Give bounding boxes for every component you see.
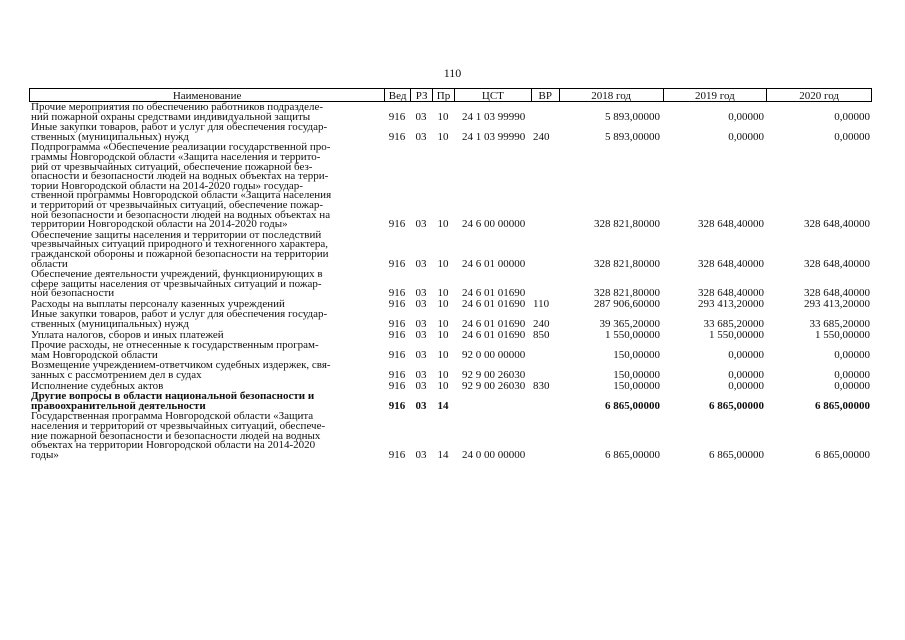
- row-cst: 92 0 00 00000: [462, 348, 526, 361]
- row-2018: 5 893,00000: [605, 110, 660, 123]
- row-2020: 328 648,40000: [804, 287, 870, 300]
- row-2020: 0,00000: [834, 110, 870, 123]
- row-2019: 328 648,40000: [698, 218, 764, 231]
- row-ved: 916: [388, 328, 406, 341]
- row-2018: 328 821,80000: [594, 218, 660, 231]
- row-2019: 328 648,40000: [698, 287, 764, 300]
- row-2020: 6 865,00000: [815, 448, 870, 461]
- row-pr: 10: [437, 369, 449, 382]
- row-vr: 240: [533, 318, 550, 331]
- row-2020: 6 865,00000: [815, 399, 870, 412]
- row-2019: 0,00000: [728, 369, 764, 382]
- table-row: [29, 341, 872, 360]
- row-pr: 10: [437, 379, 449, 392]
- row-cst: 24 1 03 99990: [462, 130, 526, 143]
- budget-table: [29, 88, 872, 460]
- row-name: Обеспечение деятельности учреждений, функционирующих в сфере защиты населения от чрезвычайных ситуаций и пожар- ной безопасности: [31, 268, 323, 300]
- row-vr: 850: [533, 328, 550, 341]
- row-rz: 03: [415, 369, 427, 382]
- row-rz: 03: [415, 287, 427, 300]
- row-2018: 150,00000: [613, 369, 660, 382]
- row-pr: 10: [437, 328, 449, 341]
- row-cst: 92 9 00 26030: [462, 369, 526, 382]
- row-2018: 1 550,00000: [605, 328, 660, 341]
- header-cst: ЦСТ: [454, 89, 531, 101]
- table-body: [29, 103, 872, 460]
- row-rz: 03: [415, 399, 427, 412]
- row-rz: 03: [415, 348, 427, 361]
- table-row: [29, 228, 872, 270]
- table-row: [29, 361, 872, 380]
- row-2018: 287 906,60000: [594, 297, 660, 310]
- row-rz: 03: [415, 110, 427, 123]
- header-2019: 2019 год: [663, 89, 767, 101]
- row-rz: 03: [415, 379, 427, 392]
- row-ved: 916: [388, 318, 406, 331]
- row-2020: 1 550,00000: [815, 328, 870, 341]
- row-ved: 916: [388, 110, 406, 123]
- row-rz: 03: [415, 297, 427, 310]
- row-cst: 24 6 01 01690: [462, 328, 526, 341]
- row-pr: 10: [437, 110, 449, 123]
- row-name: Иные закупки товаров, работ и услуг для обеспечения государ- ственных (муниципальных) нужд: [31, 121, 328, 143]
- row-ved: 916: [388, 218, 406, 231]
- header-rz: РЗ: [410, 89, 432, 101]
- row-2018: 328 821,80000: [594, 257, 660, 270]
- row-pr: 14: [437, 399, 449, 412]
- row-name: Прочие мероприятия по обеспечению работников подразделе- ний пожарной охраны средствами индивидуальной защиты: [31, 101, 324, 123]
- row-2019: 0,00000: [728, 110, 764, 123]
- table-row: [29, 123, 872, 142]
- table-row: [29, 270, 872, 299]
- row-pr: 10: [437, 218, 449, 231]
- row-ved: 916: [388, 130, 406, 143]
- row-2018: 6 865,00000: [605, 399, 660, 412]
- row-2019: 293 413,20000: [698, 297, 764, 310]
- row-cst: 24 6 01 01690: [462, 297, 526, 310]
- row-pr: 10: [437, 348, 449, 361]
- row-2020: 293 413,20000: [804, 297, 870, 310]
- row-2020: 0,00000: [834, 369, 870, 382]
- row-2019: 1 550,00000: [709, 328, 764, 341]
- row-ved: 916: [388, 348, 406, 361]
- row-cst: 24 1 03 99990: [462, 110, 526, 123]
- row-rz: 03: [415, 448, 427, 461]
- row-2018: 150,00000: [613, 379, 660, 392]
- row-ved: 916: [388, 379, 406, 392]
- row-vr: 110: [533, 297, 550, 310]
- page-number: 110: [443, 66, 462, 80]
- table-row: [29, 143, 872, 229]
- row-name: Обеспечение защиты населения и территории от последствий чрезвычайных ситуаций природного и техногенного характера, гражданской обороны и пожарной безопасности на территории области: [31, 228, 329, 270]
- row-pr: 10: [437, 318, 449, 331]
- row-ved: 916: [388, 399, 406, 412]
- row-name: Государственная программа Новгородской области «Защита населения и территорий от чрезвычайных ситуаций, обеспече- ние пожарной безопасности и безопасности людей на водных объектах на территории Новгородской области на 2014-2020 годы»: [31, 410, 326, 461]
- row-ved: 916: [388, 448, 406, 461]
- row-name: Исполнение судебных актов: [31, 379, 164, 392]
- row-pr: 10: [437, 130, 449, 143]
- row-2018: 39 365,20000: [599, 318, 660, 331]
- table-header: [29, 88, 872, 102]
- row-ved: 916: [388, 369, 406, 382]
- table-row: [29, 310, 872, 329]
- row-name: Расходы на выплаты персоналу казенных учреждений: [31, 297, 285, 310]
- row-2019: 0,00000: [728, 130, 764, 143]
- header-vr: ВР: [531, 89, 559, 101]
- row-2018: 150,00000: [613, 348, 660, 361]
- header-2020: 2020 год: [766, 89, 871, 101]
- header-pr: Пр: [432, 89, 454, 101]
- row-name: Возмещение учреждением-ответчиком судебных издержек, свя- занных с рассмотрением дел в судах: [31, 359, 331, 382]
- header-ved: Вед: [384, 89, 410, 101]
- row-name: Подпрограмма «Обеспечение реализации государственной про- граммы Новгородской области «Защита населения и террито- рий от чрезвычайных ситуаций, обеспечение пожарной без- опасности и безопасности людей на водных объектах на терри- тории Новгородской области на 2014-2020 годы» государ- ственной программы Новгородской области «Защита населения и территорий от чрезвычайных ситуаций, обеспечение пожар- ной безопасности и безопасности людей на водных объектах на территории Новгородской области на 2014-2020 годы»: [31, 141, 332, 231]
- row-vr: 830: [533, 379, 550, 392]
- row-cst: 92 9 00 26030: [462, 379, 526, 392]
- row-cst: 24 0 00 00000: [462, 448, 526, 461]
- row-ved: 916: [388, 287, 406, 300]
- row-2020: 0,00000: [834, 348, 870, 361]
- row-cst: 24 6 01 00000: [462, 257, 526, 270]
- table-row: [29, 392, 872, 411]
- row-2020: 0,00000: [834, 379, 870, 392]
- row-2019: 0,00000: [728, 348, 764, 361]
- row-pr: 10: [437, 287, 449, 300]
- table-row: [29, 412, 872, 460]
- row-ved: 916: [388, 297, 406, 310]
- row-pr: 14: [437, 448, 449, 461]
- row-2018: 5 893,00000: [605, 130, 660, 143]
- row-rz: 03: [415, 218, 427, 231]
- row-2020: 0,00000: [834, 130, 870, 143]
- row-vr: 240: [533, 130, 550, 143]
- row-name: Уплата налогов, сборов и иных платежей: [31, 328, 224, 341]
- row-name: Иные закупки товаров, работ и услуг для обеспечения государ- ственных (муниципальных) нужд: [31, 308, 328, 331]
- row-2019: 6 865,00000: [709, 448, 764, 461]
- row-2020: 33 685,20000: [809, 318, 870, 331]
- row-rz: 03: [415, 257, 427, 270]
- header-2018: 2018 год: [559, 89, 663, 101]
- header-name: Наименование: [172, 90, 242, 102]
- row-rz: 03: [415, 318, 427, 331]
- row-cst: 24 6 00 00000: [462, 218, 526, 231]
- row-pr: 10: [437, 297, 449, 310]
- row-ved: 916: [388, 257, 406, 270]
- row-rz: 03: [415, 328, 427, 341]
- row-2019: 33 685,20000: [703, 318, 764, 331]
- table-row: [29, 103, 872, 122]
- row-rz: 03: [415, 130, 427, 143]
- row-cst: 24 6 01 01690: [462, 287, 526, 300]
- row-2019: 6 865,00000: [709, 399, 764, 412]
- row-2018: 6 865,00000: [605, 448, 660, 461]
- row-2019: 328 648,40000: [698, 257, 764, 270]
- row-name: Прочие расходы, не отнесенные к государственным програм- мам Новгородской области: [31, 339, 319, 361]
- row-2019: 0,00000: [728, 379, 764, 392]
- row-name: Другие вопросы в области национальной безопасности и правоохранительной деятельности: [31, 390, 315, 412]
- row-2018: 328 821,80000: [594, 287, 660, 300]
- row-2020: 328 648,40000: [804, 218, 870, 231]
- row-pr: 10: [437, 257, 449, 270]
- row-2020: 328 648,40000: [804, 257, 870, 270]
- row-cst: 24 6 01 01690: [462, 318, 526, 331]
